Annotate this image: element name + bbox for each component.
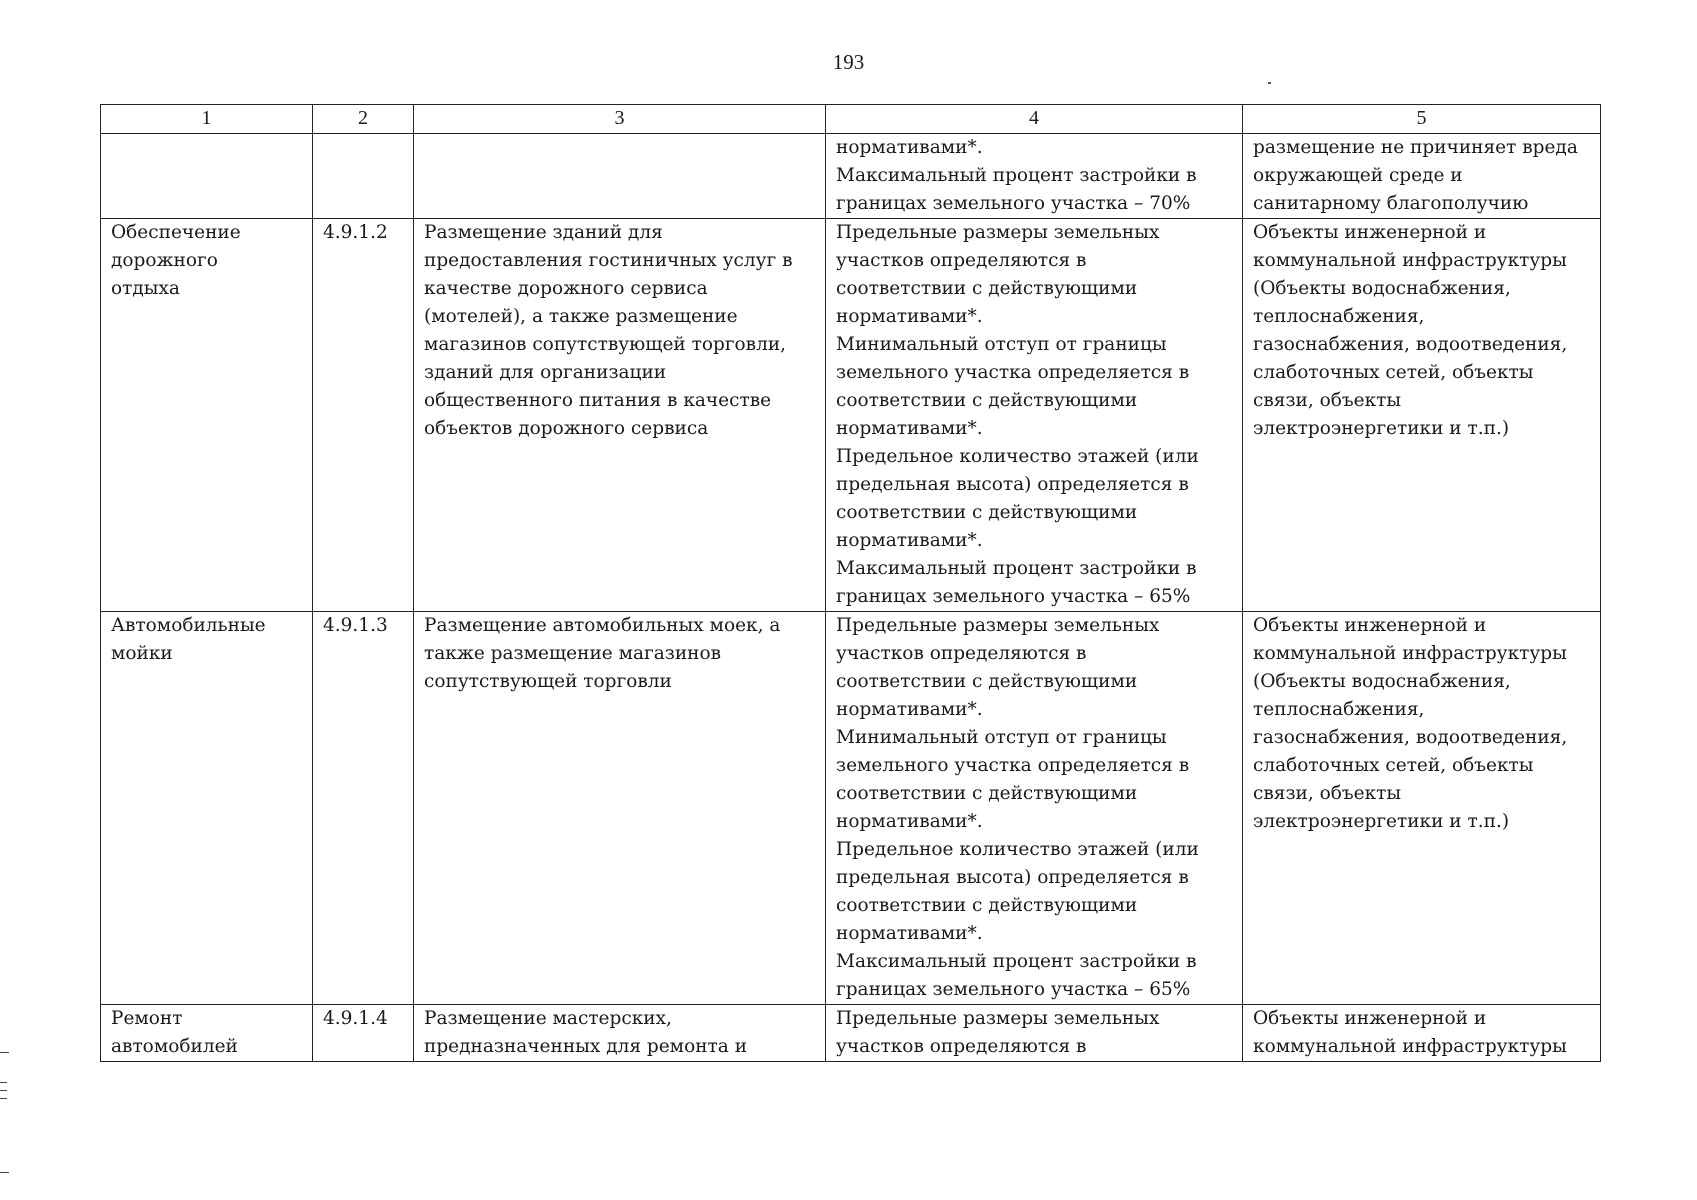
table-row	[101, 219, 1601, 612]
table-row	[101, 134, 1601, 219]
text-line: общественного питания в качестве	[424, 390, 772, 411]
scan-edge-mark	[0, 1090, 7, 1091]
text-line: нормативами*.	[836, 699, 983, 720]
column-number: 1	[101, 105, 313, 134]
text-line: Объекты инженерной и	[1253, 222, 1487, 243]
text-line: коммунальной инфраструктуры	[1253, 643, 1567, 664]
table-row	[101, 1005, 1601, 1062]
text-line: участков определяются в	[836, 250, 1087, 271]
cell-land-use-code	[313, 612, 414, 1005]
text-line: Предельное количество этажей (или	[836, 446, 1199, 467]
text-line: соответствии с действующими	[836, 783, 1138, 804]
text-line: качестве дорожного сервиса	[424, 278, 708, 299]
text-line: Размещение автомобильных моек, а	[424, 615, 781, 636]
table-row	[101, 612, 1601, 1005]
page-number: 193	[832, 50, 865, 74]
text-line: Предельные размеры земельных	[836, 222, 1160, 243]
cell-parameters	[826, 612, 1243, 1005]
text-line: связи, объекты	[1253, 390, 1402, 411]
cell-land-use-name	[101, 219, 313, 612]
text-line: Минимальный отступ от границы	[836, 334, 1167, 355]
scan-edge-mark	[0, 1098, 7, 1099]
text-line: участков определяются в	[836, 1036, 1087, 1057]
text-line: магазинов сопутствующей торговли,	[424, 334, 787, 355]
text-line: нормативами*.	[836, 530, 983, 551]
text-line: соответствии с действующими	[836, 895, 1138, 916]
scan-artifact-dot	[1268, 82, 1271, 84]
text-line: Минимальный отступ от границы	[836, 727, 1167, 748]
text-line: сопутствующей торговли	[424, 671, 672, 692]
text-line: (Объекты водоснабжения,	[1253, 671, 1511, 692]
cell-description	[414, 134, 826, 219]
cell-description	[414, 1005, 826, 1062]
text-line: газоснабжения, водоотведения,	[1253, 727, 1568, 748]
text-line: Объекты инженерной и	[1253, 1008, 1487, 1029]
cell-notes	[1243, 612, 1601, 1005]
cell-description	[414, 219, 826, 612]
text-line: нормативами*.	[836, 811, 983, 832]
text-line: теплоснабжения,	[1253, 306, 1425, 327]
text-line: предоставления гостиничных услуг в	[424, 250, 793, 271]
cell-notes	[1243, 134, 1601, 219]
text-line: границах земельного участка – 65%	[836, 979, 1191, 1000]
text-line: нормативами*.	[836, 923, 983, 944]
text-line: Максимальный процент застройки в	[836, 558, 1197, 579]
text-line: санитарному благополучию	[1253, 193, 1529, 214]
text-line: размещение не причиняет вреда	[1253, 137, 1578, 158]
text-line: соответствии с действующими	[836, 671, 1138, 692]
text-line: (мотелей), а также размещение	[424, 306, 738, 327]
text-line: границах земельного участка – 70%	[836, 193, 1191, 214]
text-line: соответствии с действующими	[836, 390, 1138, 411]
cell-description	[414, 612, 826, 1005]
column-number: 4	[826, 105, 1243, 134]
text-line: слаботочных сетей, объекты	[1253, 755, 1534, 776]
text-line: Объекты инженерной и	[1253, 615, 1487, 636]
text-line: границах земельного участка – 65%	[836, 586, 1191, 607]
text-line: газоснабжения, водоотведения,	[1253, 334, 1568, 355]
text-line: земельного участка определяется в	[836, 755, 1190, 776]
text-line: электроэнергетики и т.п.)	[1253, 418, 1510, 439]
text-line: соответствии с действующими	[836, 278, 1138, 299]
text-line: Максимальный процент застройки в	[836, 165, 1197, 186]
text-line: Обеспечение	[111, 222, 241, 243]
text-line: Автомобильные	[111, 615, 266, 636]
text-line: участков определяются в	[836, 643, 1087, 664]
text-line: Максимальный процент застройки в	[836, 951, 1197, 972]
text-line: Размещение зданий для	[424, 222, 663, 243]
cell-land-use-code	[313, 219, 414, 612]
text-line: зданий для организации	[424, 362, 667, 383]
cell-land-use-name	[101, 1005, 313, 1062]
text-line: окружающей среде и	[1253, 165, 1463, 186]
text-line: Ремонт	[111, 1008, 183, 1029]
cell-notes	[1243, 1005, 1601, 1062]
cell-parameters	[826, 1005, 1243, 1062]
text-line: теплоснабжения,	[1253, 699, 1425, 720]
text-line: автомобилей	[111, 1036, 238, 1057]
cell-land-use-name	[101, 612, 313, 1005]
text-line: (Объекты водоснабжения,	[1253, 278, 1511, 299]
column-number: 5	[1243, 105, 1601, 134]
text-line: 4.9.1.2	[323, 222, 388, 243]
text-line: также размещение магазинов	[424, 643, 722, 664]
text-line: мойки	[111, 643, 173, 664]
text-line: предназначенных для ремонта и	[424, 1036, 748, 1057]
scan-edge-mark	[0, 1082, 7, 1083]
cell-land-use-code	[313, 1005, 414, 1062]
column-number: 3	[414, 105, 826, 134]
text-line: 4.9.1.3	[323, 615, 388, 636]
text-line: отдыха	[111, 278, 180, 299]
zoning-regulations-table	[100, 104, 1601, 1062]
cell-land-use-code	[313, 134, 414, 219]
cell-parameters	[826, 219, 1243, 612]
text-line: слаботочных сетей, объекты	[1253, 362, 1534, 383]
cell-land-use-name	[101, 134, 313, 219]
text-line: предельная высота) определяется в	[836, 867, 1189, 888]
text-line: 4.9.1.4	[323, 1008, 388, 1029]
text-line: Предельные размеры земельных	[836, 615, 1160, 636]
scan-edge-mark	[0, 1052, 9, 1053]
column-number: 2	[313, 105, 414, 134]
text-line: нормативами*.	[836, 137, 983, 158]
text-line: объектов дорожного сервиса	[424, 418, 709, 439]
text-line: дорожного	[111, 250, 218, 271]
text-line: связи, объекты	[1253, 783, 1402, 804]
scan-edge-mark	[0, 1172, 9, 1173]
text-line: предельная высота) определяется в	[836, 474, 1189, 495]
text-line: нормативами*.	[836, 418, 983, 439]
text-line: Предельное количество этажей (или	[836, 839, 1199, 860]
text-line: нормативами*.	[836, 306, 983, 327]
text-line: Предельные размеры земельных	[836, 1008, 1160, 1029]
cell-parameters	[826, 134, 1243, 219]
text-line: электроэнергетики и т.п.)	[1253, 811, 1510, 832]
cell-notes	[1243, 219, 1601, 612]
text-line: коммунальной инфраструктуры	[1253, 250, 1567, 271]
column-number-row	[101, 105, 1601, 134]
text-line: соответствии с действующими	[836, 502, 1138, 523]
text-line: земельного участка определяется в	[836, 362, 1190, 383]
text-line: Размещение мастерских,	[424, 1008, 672, 1029]
text-line: коммунальной инфраструктуры	[1253, 1036, 1567, 1057]
